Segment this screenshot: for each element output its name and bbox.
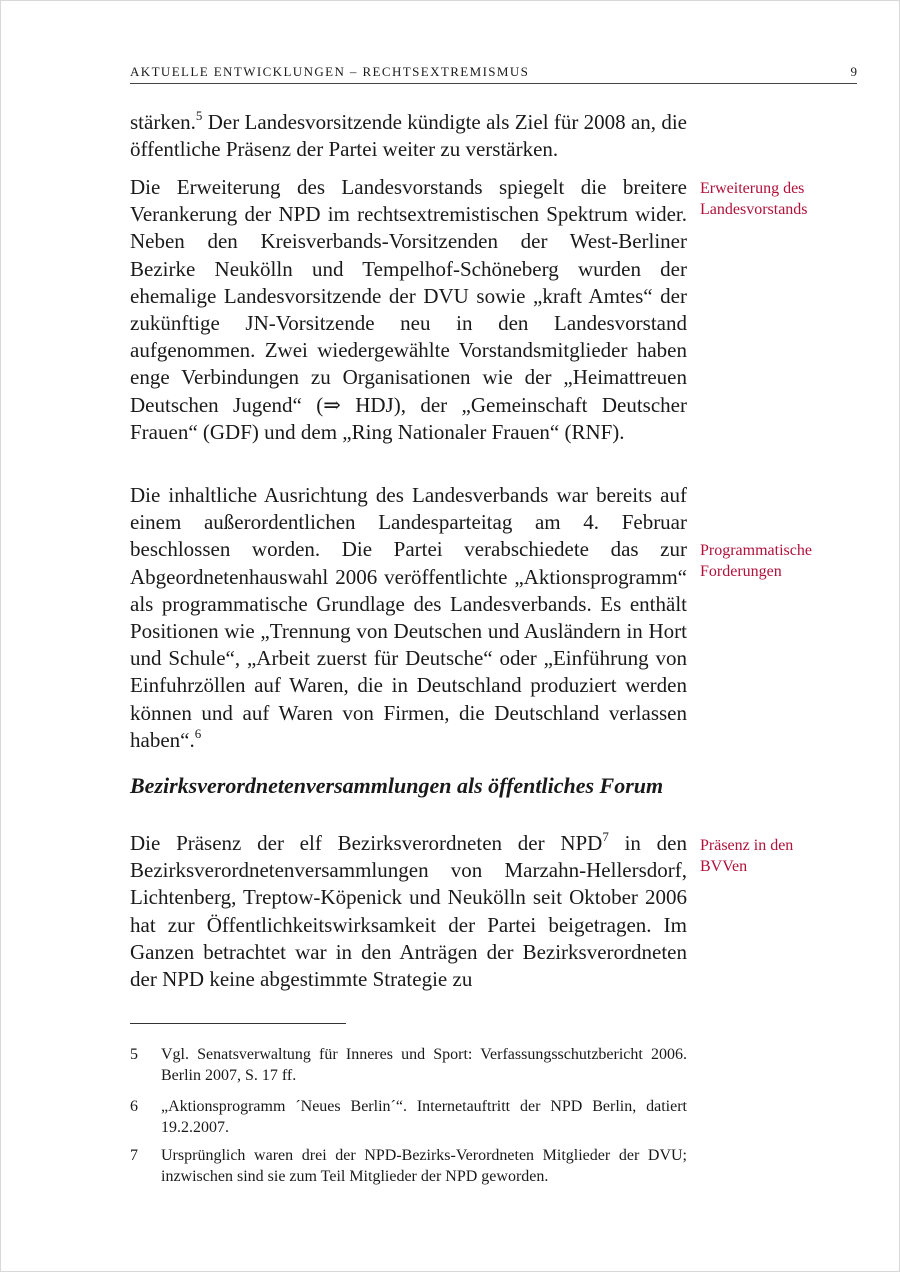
page-number: 9 (850, 64, 857, 79)
footnote-number: 5 (130, 1046, 138, 1063)
footnote-5 (130, 1044, 687, 1086)
footnote-text: „Aktionsprogramm ´Neues Berlin´“. Internetauftritt der NPD Berlin, datiert 19.2.2007. (161, 1098, 687, 1136)
footnote-separator (130, 1023, 346, 1024)
paragraph-4-rest: in den Bezirksverordnetenversammlungen von Marzahn-Hellersdorf, Lichtenberg, Treptow-Köpenick und Neukölln seit Oktober 2006 hat zur Öffentlichkeitswirksamkeit der Partei beigetragen. Im Ganzen betrachtet war in den Anträgen der Bezirksverordneten der NPD keine abgestimmte Strategie zu (130, 831, 687, 992)
margin-note-programmatische (700, 540, 870, 582)
margin-note-programmatische-line2: Forderungen (700, 563, 782, 580)
margin-note-praesenz-line2: BVVen (700, 858, 748, 875)
body-paragraph-3 (130, 482, 687, 754)
footnote-ref-5[interactable]: 5 (195, 108, 203, 123)
body-paragraph-2 (130, 174, 687, 446)
margin-note-praesenz (700, 835, 870, 877)
margin-note-programmatische-line1: Programmatische (700, 542, 812, 559)
margin-note-erweiterung-line2: Landesvorstands (700, 201, 808, 218)
footnote-6 (130, 1096, 687, 1138)
paragraph-1-start: stärken. (130, 110, 196, 134)
footnote-number: 7 (130, 1147, 138, 1164)
footnote-text: Vgl. Senatsverwaltung für Inneres und Sport: Verfassungsschutzbericht 2006. Berlin 2007, S. 17 ff. (161, 1046, 687, 1084)
margin-note-praesenz-line1: Präsenz in den (700, 837, 794, 854)
paragraph-1-rest: Der Landesvorsitzende kündigte als Ziel für 2008 an, die öffentliche Präsenz der Partei weiter zu verstärken. (130, 110, 687, 162)
footnote-text: Ursprünglich waren drei der NPD-Bezirks-Verordneten Mitglieder der DVU; inzwischen sind sie zum Teil Mitglieder der NPD geworden. (161, 1147, 687, 1185)
footnote-7 (130, 1145, 687, 1187)
running-head-title: AKTUELLE ENTWICKLUNGEN – RECHTSEXTREMISMUS (130, 64, 530, 79)
footnote-number: 6 (130, 1098, 138, 1115)
paragraph-2-text: Die Erweiterung des Landesvorstands spiegelt die breitere Verankerung der NPD im rechtsextremistischen Spektrum wider. Neben den Kreisverbands-Vorsitzenden der West-Berliner Bezirke Neukölln und Tempelhof-Schöneberg wurden der ehemalige Landesvorsitzende der DVU sowie „kraft Amtes“ der zukünftige JN-Vorsitzende neu in den Landesvorstand aufgenommen. Zwei wiedergewählte Vorstandsmitglieder haben enge Verbindungen zu Organisationen wie der „Heimattreuen Deutschen Jugend“ (⇒ HDJ), der „Gemeinschaft Deutscher Frauen“ (GDF) und dem „Ring Nationaler Frauen“ (RNF). (130, 175, 687, 444)
paragraph-4-start: Die Präsenz der elf Bezirksverordneten der NPD (130, 831, 603, 855)
body-paragraph-1 (130, 109, 687, 163)
margin-note-erweiterung (700, 178, 870, 220)
footnote-ref-7[interactable]: 7 (602, 829, 609, 844)
running-head (130, 64, 857, 84)
section-heading: Bezirksverordnetenversammlungen als öffentliches Forum (130, 773, 664, 798)
margin-note-erweiterung-line1: Erweiterung des (700, 180, 805, 197)
body-paragraph-4 (130, 830, 687, 993)
footnote-ref-6[interactable]: 6 (194, 725, 202, 741)
paragraph-3-text: Die inhaltliche Ausrichtung des Landesverbands war bereits auf einem außerordentlichen Landesparteitag am 4. Februar beschlossen worden. Die Partei verabschiedete das zur Abgeordnetenhauswahl 2006 veröffentlichte „Aktionsprogramm“ als programmatische Grundlage des Landesverbands. Es enthält Positionen wie „Trennung von Deutschen und Ausländern in Hort und Schule“, „Arbeit zuerst für Deutsche“ oder „Einführung von Einfuhrzöllen auf Waren, die in Deutschland produziert werden können und auf Waren von Firmen, die Deutschland verlassen haben“. (130, 483, 687, 752)
